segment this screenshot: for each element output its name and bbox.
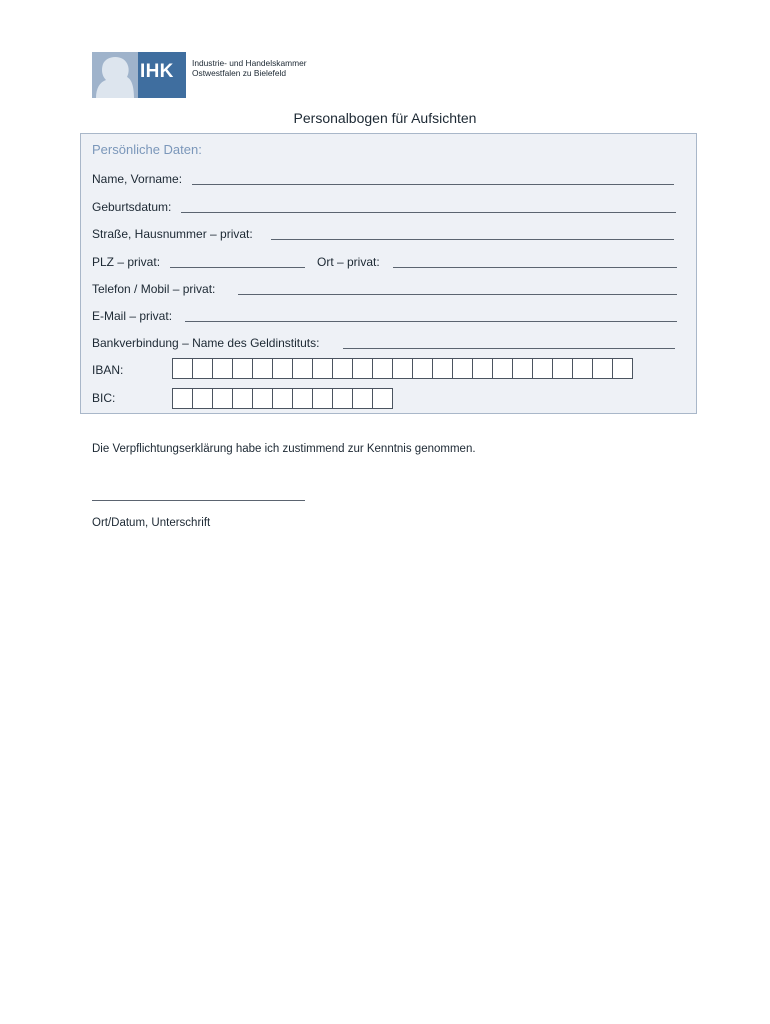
iban-char-box[interactable] <box>172 358 193 379</box>
iban-char-box[interactable] <box>232 358 253 379</box>
iban-label: IBAN: <box>92 363 124 377</box>
iban-char-box[interactable] <box>552 358 573 379</box>
iban-char-box[interactable] <box>472 358 493 379</box>
bic-char-box[interactable] <box>192 388 213 409</box>
iban-char-box[interactable] <box>452 358 473 379</box>
phone-field[interactable] <box>238 294 677 295</box>
page-title: Personalbogen für Aufsichten <box>293 110 477 126</box>
bic-char-box[interactable] <box>252 388 273 409</box>
iban-char-box[interactable] <box>372 358 393 379</box>
declaration-text: Die Verpflichtungserklärung habe ich zustimmend zur Kenntnis genommen. <box>92 443 476 455</box>
section-heading: Persönliche Daten: <box>92 142 202 157</box>
iban-char-box[interactable] <box>532 358 553 379</box>
iban-char-box[interactable] <box>312 358 333 379</box>
bic-boxes[interactable] <box>172 388 392 409</box>
iban-char-box[interactable] <box>512 358 533 379</box>
bic-char-box[interactable] <box>212 388 233 409</box>
street-label: Straße, Hausnummer – privat: <box>92 227 253 241</box>
signature-label: Ort/Datum, Unterschrift <box>92 517 211 529</box>
bic-char-box[interactable] <box>312 388 333 409</box>
iban-char-box[interactable] <box>352 358 373 379</box>
street-field[interactable] <box>271 239 674 240</box>
bank-label: Bankverbindung – Name des Geldinstituts: <box>92 336 320 350</box>
iban-char-box[interactable] <box>272 358 293 379</box>
ort-field[interactable] <box>393 267 677 268</box>
phone-label: Telefon / Mobil – privat: <box>92 282 216 296</box>
bic-char-box[interactable] <box>232 388 253 409</box>
bic-char-box[interactable] <box>172 388 193 409</box>
logo-tagline-line2: Ostwestfalen zu Bielefeld <box>192 68 287 78</box>
email-field[interactable] <box>185 321 677 322</box>
birthdate-label: Geburtsdatum: <box>92 200 172 214</box>
iban-char-box[interactable] <box>292 358 313 379</box>
iban-boxes[interactable] <box>172 358 632 379</box>
ort-label: Ort – privat: <box>317 255 380 269</box>
iban-char-box[interactable] <box>432 358 453 379</box>
personal-data-panel <box>80 133 697 414</box>
plz-label: PLZ – privat: <box>92 255 161 269</box>
head-silhouette-icon <box>92 52 138 98</box>
iban-char-box[interactable] <box>592 358 613 379</box>
bic-char-box[interactable] <box>292 388 313 409</box>
logo-tagline-line1: Industrie- und Handelskammer <box>192 58 307 68</box>
plz-field[interactable] <box>170 267 305 268</box>
name-field[interactable] <box>192 184 674 185</box>
bic-char-box[interactable] <box>352 388 373 409</box>
bank-field[interactable] <box>343 348 675 349</box>
bic-char-box[interactable] <box>272 388 293 409</box>
iban-char-box[interactable] <box>212 358 233 379</box>
iban-char-box[interactable] <box>192 358 213 379</box>
iban-char-box[interactable] <box>412 358 433 379</box>
bic-char-box[interactable] <box>372 388 393 409</box>
iban-char-box[interactable] <box>492 358 513 379</box>
iban-char-box[interactable] <box>332 358 353 379</box>
logo-block <box>92 52 186 98</box>
iban-char-box[interactable] <box>612 358 633 379</box>
signature-line[interactable] <box>92 500 305 501</box>
bic-label: BIC: <box>92 391 116 405</box>
logo-tagline <box>192 58 307 78</box>
birthdate-field[interactable] <box>181 212 676 213</box>
email-label: E-Mail – privat: <box>92 309 173 323</box>
iban-char-box[interactable] <box>572 358 593 379</box>
ihk-logo <box>92 52 322 98</box>
logo-abbr: IHK <box>140 61 174 82</box>
bic-char-box[interactable] <box>332 388 353 409</box>
iban-char-box[interactable] <box>392 358 413 379</box>
iban-char-box[interactable] <box>252 358 273 379</box>
name-label: Name, Vorname: <box>92 172 183 186</box>
